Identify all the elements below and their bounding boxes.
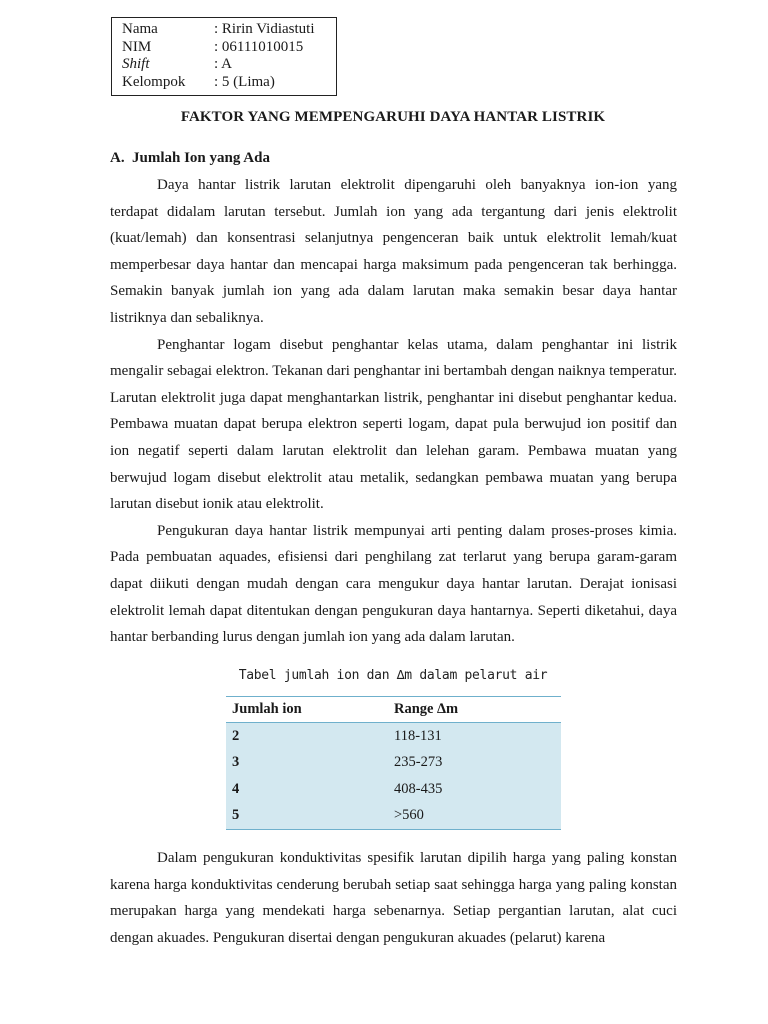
table-cell-ion-count: 5 [226,803,388,830]
body-text [110,172,677,651]
identity-value: : Ririn Vidiastuti [214,21,315,37]
table-cell-range: 235-273 [388,750,561,777]
table-header-cell: Range ∆m [388,697,561,723]
identity-value: : 06111010015 [214,38,304,55]
table-row [226,723,561,750]
section-heading-text: Jumlah Ion yang Ada [132,150,270,166]
identity-value: : A [214,56,232,73]
identity-label: Nama [122,21,158,37]
table-cell-range: >560 [388,803,561,830]
identity-row-group [122,74,336,92]
identity-row-name [122,21,336,39]
paragraph: Pengukuran daya hantar listrik mempunyai arti penting dalam proses-proses kimia. Pada pembuatan aquades, efisiensi dari penghilang zat terlarut yang berupa garam-garam dapat diikuti dengan mudah dengan cara mengukur daya hantar larutan. Derajat ionisasi elektrolit lemah dapat ditentukan dengan pengukuran daya hantarnya. Seperti diketahui, daya hantar berbanding lurus dengan jumlah ion yang ada dalam larutan. [110,522,677,646]
table-cell-ion-count: 2 [226,723,388,750]
paragraph: Daya hantar listrik larutan elektrolit dipengaruhi oleh banyaknya ion-ion yang terdapat didalam larutan tersebut. Jumlah ion yang ada tergantung dari jenis elektrolit (kuat/lemah) dan konsentrasi selanjutnya pengenceran baik untuk elektrolit lemah/kuat memperbesar daya hantar dan mencapai harga maksimum pada pengenceran tak berhingga. Semakin banyak jumlah ion yang ada dalam larutan maka semakin besar daya hantar listriknya dan sebaliknya. [110,177,677,326]
table-cell-range: 118-131 [388,723,561,750]
identity-value: : 5 (Lima) [214,73,275,90]
identity-row-shift [122,56,336,74]
table-row [226,776,561,803]
section-heading [110,150,270,167]
table-header-cell: Jumlah ion [226,697,388,723]
table-cell-range: 408-435 [388,776,561,803]
table-cell-ion-count: 4 [226,776,388,803]
ion-range-table [226,696,561,830]
table-row [226,803,561,830]
section-letter: A. [110,150,125,166]
identity-label: NIM [122,38,152,55]
identity-label: Shift [122,56,150,73]
table-caption: Tabel jumlah ion dan ∆m dalam pelarut air [238,668,548,683]
table-row [226,750,561,777]
table-cell-ion-count: 3 [226,750,388,777]
identity-row-nim [122,39,336,57]
identity-box [111,17,337,96]
paragraph: Penghantar logam disebut penghantar kelas utama, dalam penghantar ini listrik mengalir sebagai elektron. Tekanan dari penghantar ini bertambah dengan naiknya temperatur. Larutan elektrolit juga dapat menghantarkan listrik, penghantar ini disebut penghantar kedua. Pembawa muatan dapat berupa elektron seperti logam, dapat pula berwujud ion positif dan ion negatif seperti dalam larutan elektrolit dan lelehan garam. Pembawa muatan yang berwujud logam disebut elektrolit atau metalik, sedangkan pembawa muatan yang berupa larutan disebut ionik atau elektrolit. [110,336,677,513]
document-title: FAKTOR YANG MEMPENGARUHI DAYA HANTAR LISTRIK [180,109,606,125]
body-text-continued [110,845,677,951]
identity-label: Kelompok [122,73,186,90]
table-header-row [226,697,561,723]
paragraph: Dalam pengukuran konduktivitas spesifik larutan dipilih harga yang paling konstan karena harga konduktivitas cenderung berubah setiap saat sehingga harga yang paling konstan merupakan harga yang mendekati harga sebenarnya. Setiap pergantian larutan, alat cuci dengan akuades. Pengukuran disertai dengan pengukuran akuades (pelarut) karena [110,850,677,946]
